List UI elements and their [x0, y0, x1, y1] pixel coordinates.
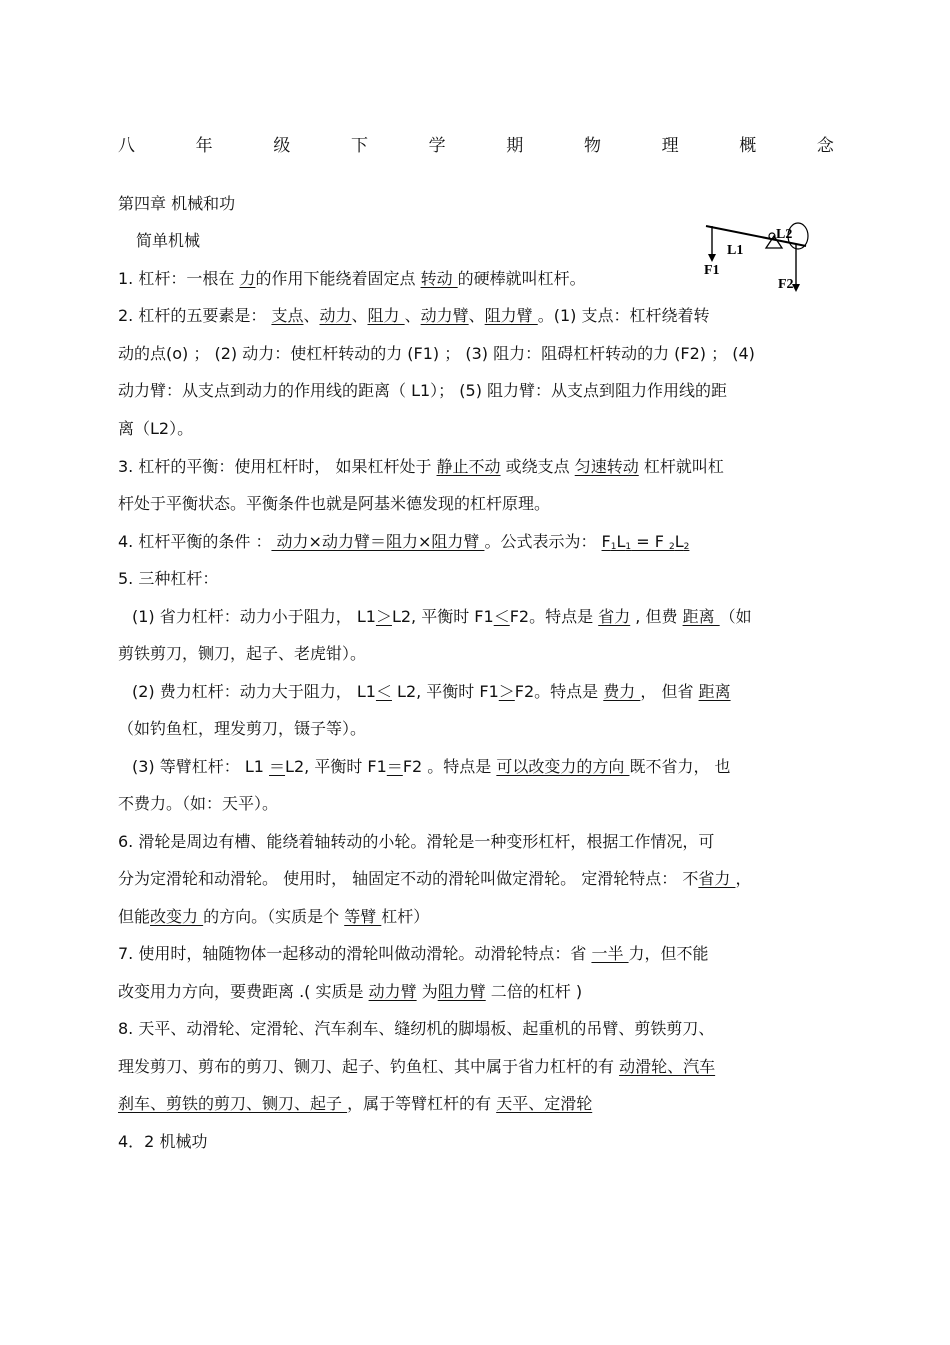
item-5-2-line-1: (2) 费力杠杆：动力大于阻力， L1＜ L2, 平衡时 F1＞F2。特点是 费力 ， 但省 距离 [132, 682, 731, 701]
lever-diagram [700, 220, 812, 292]
section-4-2-heading: 4．2 机械功 [118, 1132, 208, 1151]
item-2-line-4: 离（L2）。 [118, 419, 194, 438]
title-char: 理 [661, 136, 679, 156]
item-1: 1. 杠杆：一根在 力的作用下能绕着固定点 转动 的硬棒就叫杠杆。 [118, 269, 586, 288]
figure-label-l1: L1 [727, 243, 744, 258]
item-5-3-line-1: (3) 等臂杠杆： L1 ＝L2, 平衡时 F1＝F2 。特点是 可以改变力的方向 既不省力， 也 [132, 757, 731, 776]
item-6-line-2: 分为定滑轮和动滑轮。 使用时， 轴固定不动的滑轮叫做定滑轮。 定滑轮特点： 不省力 ， [118, 869, 752, 888]
item-5: 5. 三种杠杆： [118, 569, 219, 588]
item-7-line-1: 7. 使用时，轴随物体一起移动的滑轮叫做动滑轮。动滑轮特点：省 一半 力，但不能 [118, 944, 709, 963]
figure-label-f2: F2 [778, 277, 794, 292]
figure-label-l2: L2 [776, 227, 793, 242]
page-title [118, 131, 834, 156]
item-2-line-2: 动的点(o) ； (2) 动力：使杠杆转动的力 (F1) ； (3) 阻力：阻碍杠杆转动的力 (F2) ； (4) [118, 344, 755, 363]
title-char: 学 [428, 136, 446, 156]
item-2-line-3: 动力臂：从支点到动力的作用线的距离（ L1）； (5) 阻力臂：从支点到阻力作用线的距 [118, 381, 728, 400]
title-char: 级 [273, 136, 291, 156]
item-8-line-3: 刹车、剪铁的剪刀、铡刀、起子 ，属于等臂杠杆的有 天平、定滑轮 [118, 1094, 593, 1113]
title-char: 八 [118, 136, 135, 156]
item-3-line-1: 3. 杠杆的平衡：使用杠杆时， 如果杠杆处于 静止不动 或绕支点 匀速转动 杠杆就叫杠 [118, 457, 724, 476]
item-5-1-line-1: (1) 省力杠杆：动力小于阻力， L1＞L2, 平衡时 F1＜F2。特点是 省力 , 但费 距离 （如 [132, 607, 752, 626]
item-3-line-2: 杆处于平衡状态。平衡条件也就是阿基米德发现的杠杆原理。 [118, 494, 551, 513]
title-char: 下 [350, 136, 368, 156]
item-7-line-2: 改变用力方向，要费距离 .( 实质是 动力臂 为阻力臂 二倍的杠杆 ) [118, 982, 583, 1001]
item-5-3-line-2: 不费力。（如：天平）。 [118, 794, 279, 813]
title-char: 期 [506, 136, 524, 156]
item-4: 4. 杠杆平衡的条件 ： 动力×动力臂＝阻力×阻力臂 。公式表示为： $F_1L_1 = F$ $_2L_2$ [118, 532, 690, 552]
item-5-1-line-2: 剪铁剪刀，铡刀，起子、老虎钳）。 [118, 644, 367, 663]
title-char: 概 [739, 136, 757, 156]
title-char: 年 [195, 136, 213, 156]
lever-formula: $F_1L_1 = F$ $_2L_2$ [601, 532, 690, 552]
item-6-line-3: 但能改变力 的方向。（实质是个 等臂 杠杆） [118, 907, 430, 926]
title-char: 念 [816, 136, 834, 156]
title-char: 物 [583, 136, 601, 156]
item-8-line-1: 8. 天平、动滑轮、定滑轮、汽车刹车、缝纫机的脚塌板、起重机的吊臂、剪铁剪刀、 [118, 1019, 715, 1038]
figure-label-f1: F1 [704, 263, 720, 278]
item-6-line-1: 6. 滑轮是周边有槽、能绕着轴转动的小轮。滑轮是一种变形杠杆，根据工作情况，可 [118, 832, 715, 851]
item-5-2-line-2: （如钓鱼杠，理发剪刀，镊子等）。 [118, 719, 367, 738]
item-8-line-2: 理发剪刀、剪布的剪刀、铡刀、起子、钓鱼杠、其中属于省力杠杆的有 动滑轮、汽车 [118, 1057, 716, 1076]
item-2-line-1: 2. 杠杆的五要素是： 支点、动力、阻力 、动力臂、阻力臂 。(1) 支点：杠杆绕着转 [118, 306, 710, 325]
section-heading: 简单机械 [136, 231, 201, 250]
chapter-heading: 第四章 机械和功 [118, 194, 236, 213]
